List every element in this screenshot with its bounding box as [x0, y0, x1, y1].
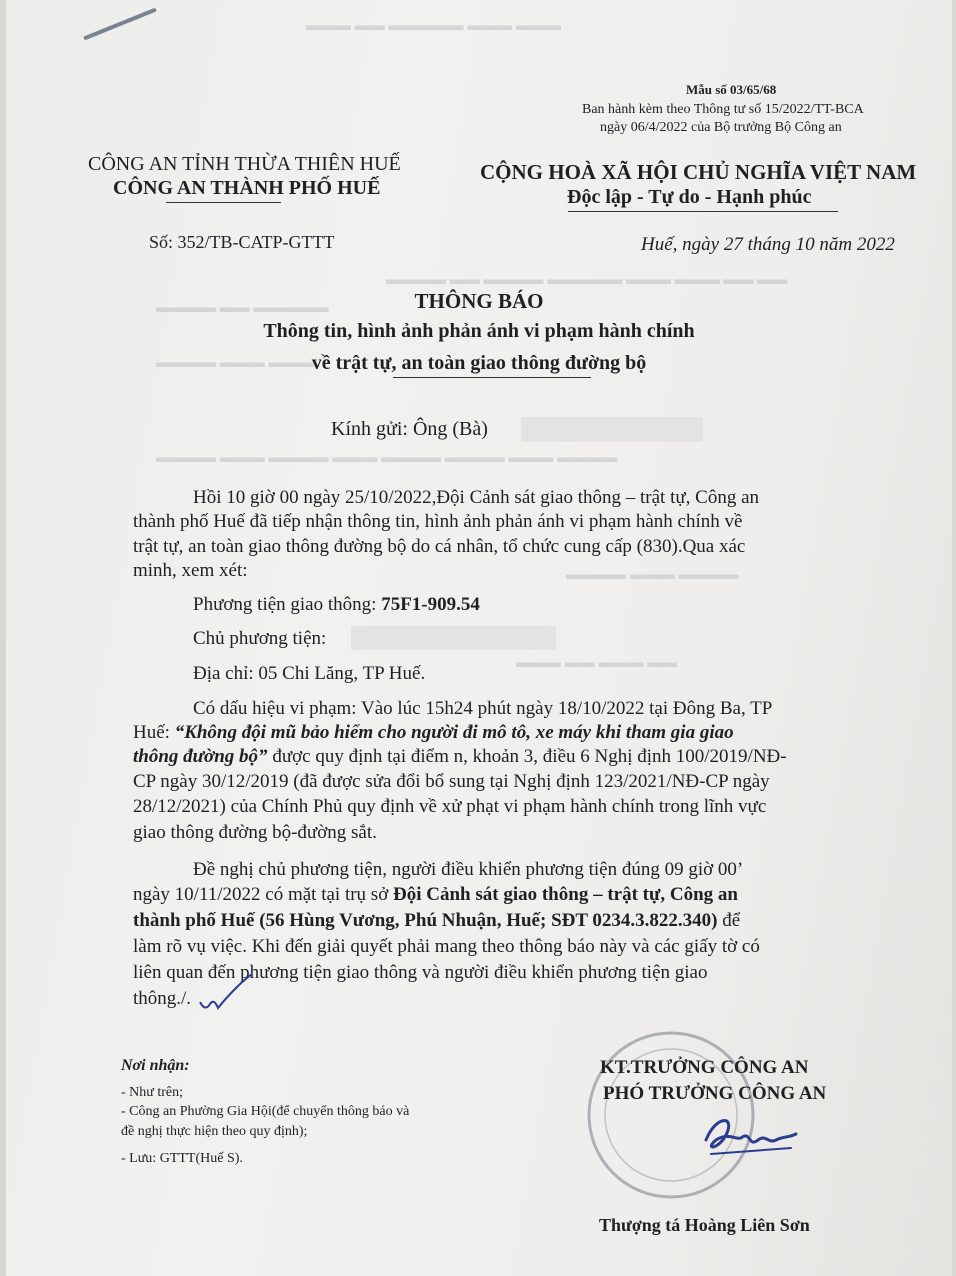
national-motto: Độc lập - Tự do - Hạnh phúc: [567, 186, 812, 208]
body-line: Đề nghị chủ phương tiện, người điều khiển phương tiện đúng 09 giờ 00’: [193, 859, 744, 880]
nation-title: CỘNG HOÀ XÃ HỘI CHỦ NGHĨA VIỆT NAM: [480, 160, 917, 184]
signer-name: Thượng tá Hoàng Liên Sơn: [599, 1215, 810, 1235]
body-line: làm rõ vụ việc. Khi đến giải quyết phải mang theo thông báo này và các giấy tờ có: [133, 936, 760, 957]
signature-title: KT.TRƯỞNG CÔNG AN: [600, 1057, 809, 1078]
body-line: giao thông đường bộ-đường sắt.: [133, 822, 377, 843]
body-line: ngày 10/11/2022 có mặt tại trụ sở Đội Cảnh sát giao thông – trật tự, Công an: [133, 884, 738, 905]
form-note: Ban hành kèm theo Thông tư số 15/2022/TT-BCA: [582, 102, 864, 117]
document-subtitle: Thông tin, hình ảnh phản ánh vi phạm hành chính: [263, 320, 695, 342]
handwritten-check-mark: [196, 972, 256, 1016]
agency-underline: [166, 202, 281, 203]
show-through-text: ▬▬▬ ▬▬ ▬▬▬▬▬ ▬▬▬ ▬▬▬: [306, 18, 561, 34]
show-through-text: ▬▬▬ ▬▬ ▬▬▬ ▬▬: [516, 655, 678, 671]
document-subtitle: về trật tự, an toàn giao thông đường bộ: [311, 352, 647, 374]
greeting: Kính gửi: Ông (Bà): [331, 418, 488, 440]
document-title: THÔNG BÁO: [414, 289, 544, 313]
handwritten-signature: [696, 1110, 806, 1165]
body-line: thông đường bộ” được quy định tại điểm n, khoản 3, điều 6 Nghị định 100/2019/NĐ-: [133, 746, 787, 767]
body-line: liên quan đến phương tiện giao thông và người điều khiển phương tiện giao: [133, 962, 708, 983]
subtitle-underline: [393, 377, 591, 378]
body-line: Huế: “Không đội mũ bảo hiểm cho người đi mô tô, xe máy khi tham gia giao: [133, 722, 734, 743]
body-line: thành phố Huế đã tiếp nhận thông tin, hình ảnh phản ánh vi phạm hành chính về: [133, 511, 743, 532]
redacted-name: [521, 417, 703, 442]
show-through-text: ▬▬▬▬ ▬▬▬ ▬▬▬: [156, 355, 314, 371]
recipients-heading: Nơi nhận:: [121, 1057, 190, 1074]
recipient-item: - Như trên;: [121, 1085, 184, 1100]
form-number: Mẫu số 03/65/68: [686, 82, 777, 97]
body-line: minh, xem xét:: [133, 560, 248, 581]
redacted-owner: [351, 626, 556, 650]
signature-title: PHÓ TRƯỞNG CÔNG AN: [603, 1083, 827, 1104]
recipient-item: - Lưu: GTTT(Huế S).: [121, 1151, 243, 1166]
body-line: trật tự, an toàn giao thông đường bộ do cá nhân, tổ chức cung cấp (830).Qua xác: [133, 536, 746, 557]
form-note: ngày 06/4/2022 của Bộ trưởng Bộ Công an: [600, 120, 842, 135]
place-date: Huế, ngày 27 tháng 10 năm 2022: [641, 234, 895, 255]
violation-text: “Không đội mũ bảo hiểm cho người đi mô tô, xe máy khi tham gia giao: [174, 722, 734, 743]
vehicle-line: [193, 594, 480, 616]
body-line: thông./.: [133, 988, 192, 1009]
show-through-text: ▬▬▬▬ ▬▬▬ ▬▬▬▬ ▬▬▬ ▬▬▬▬ ▬▬▬▬ ▬▬▬ ▬▬▬▬: [156, 450, 618, 466]
body-line: thành phố Huế (56 Hùng Vương, Phú Nhuận, Huế; SĐT 0234.3.822.340) để: [133, 910, 741, 931]
show-through-text: ▬▬▬▬ ▬▬▬ ▬▬▬▬: [566, 567, 739, 583]
office-address: thành phố Huế (56 Hùng Vương, Phú Nhuận, Huế; SĐT 0234.3.822.340): [133, 910, 718, 931]
violation-text: thông đường bộ”: [133, 746, 268, 767]
vehicle-label: Phương tiện giao thông:: [193, 594, 382, 615]
vehicle-plate: 75F1-909.54: [381, 594, 480, 615]
agency-name: CÔNG AN THÀNH PHỐ HUẾ: [113, 177, 381, 199]
body-line: Hồi 10 giờ 00 ngày 25/10/2022,Đội Cảnh sát giao thông – trật tự, Công an: [193, 487, 760, 508]
pen-mark: [83, 8, 157, 41]
recipient-item: - Công an Phường Gia Hội(để chuyển thông báo và: [121, 1104, 410, 1119]
show-through-text: ▬▬▬▬ ▬▬ ▬▬▬▬▬: [156, 300, 329, 316]
body-line: CP ngày 30/12/2019 (đã được sửa đổi bổ sung tại Nghị định 123/2021/NĐ-CP ngày: [133, 771, 770, 792]
body-line: Có dấu hiệu vi phạm: Vào lúc 15h24 phút ngày 18/10/2022 tại Đông Ba, TP: [193, 698, 773, 719]
office-name: Đội Cảnh sát giao thông – trật tự, Công an: [393, 884, 738, 905]
document-number: Số: 352/TB-CATP-GTTT: [149, 232, 335, 252]
owner-label: Chủ phương tiện:: [193, 628, 327, 649]
agency-parent: CÔNG AN TỈNH THỪA THIÊN HUẾ: [88, 153, 401, 175]
address-line: Địa chỉ: 05 Chi Lăng, TP Huế.: [193, 663, 426, 684]
show-through-text: ▬▬▬▬ ▬▬ ▬▬▬▬ ▬▬▬▬▬ ▬▬▬ ▬▬▬ ▬▬ ▬▬: [386, 272, 788, 288]
document-page: [6, 0, 952, 1276]
recipient-item: đề nghị thực hiện theo quy định);: [121, 1124, 308, 1139]
motto-underline: [568, 211, 838, 212]
body-line: 28/12/2021) của Chính Phủ quy định về xử phạt vi phạm hành chính trong lĩnh vực: [133, 796, 767, 817]
